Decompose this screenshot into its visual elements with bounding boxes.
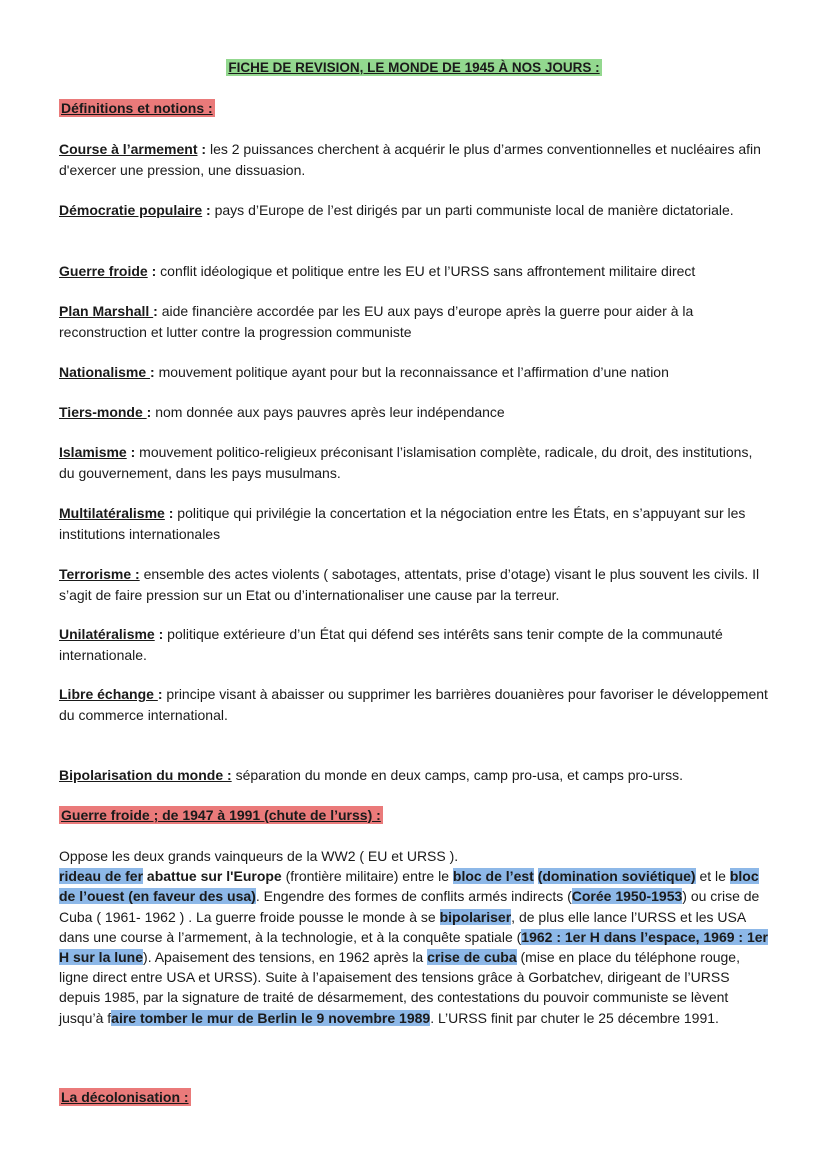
- section-guerre-froide-heading: Guerre froide ; de 1947 à 1991 (chute de l’urss) :: [61, 807, 381, 823]
- guerre-froide-paragraph: [59, 846, 771, 1028]
- definition-tiers-monde: Tiers-monde : nom donnée aux pays pauvres après leur indépendance: [59, 404, 505, 420]
- highlight-rideau-de-fer: rideau de fer: [59, 868, 144, 885]
- definition-bipolarisation: Bipolarisation du monde : séparation du monde en deux camps, camp pro-usa, et camps pro-urss.: [59, 767, 684, 783]
- definition-unilateralisme: Unilatéralisme : politique extérieure d’un État qui défend ses intérêts sans tenir compte de la communauté internationale.: [59, 626, 723, 663]
- highlight-bipolariser: bipolariser: [439, 908, 512, 925]
- definition-guerre-froide: Guerre froide : conflit idéologique et politique entre les EU et l’URSS sans affrontement militaire direct: [59, 263, 696, 279]
- definition-terrorisme: Terrorisme : ensemble des actes violents ( sabotages, attentats, prise d’otage) visant le plus souvent les civils. Il s’agit de faire pression sur un Etat ou d’internationaliser une cause par la terreur.: [59, 566, 760, 603]
- document-title: FICHE DE REVISION, LE MONDE DE 1945 À NOS JOURS :: [228, 60, 600, 75]
- highlight-domination-sovietique: (domination soviétique): [537, 868, 696, 885]
- definition-plan-marshall: Plan Marshall : aide financière accordée par les EU aux pays d’europe après la guerre pour aider à la reconstruction et lutter contre la progression communiste: [59, 303, 694, 340]
- section-decolonisation-heading: La décolonisation :: [61, 1089, 189, 1105]
- definition-course-armement: Course à l’armement : les 2 puissances cherchent à acquérir le plus d’armes conventionnelles et nucléaires afin d'exercer une pression, une dissuasion.: [59, 141, 761, 178]
- highlight-mur-berlin: aire tomber le mur de Berlin le 9 novembre 1989: [111, 1009, 431, 1026]
- highlight-bloc-est: bloc de l’est: [452, 868, 534, 885]
- definition-multilateralisme: Multilatéralisme : politique qui privilégie la concertation et la négociation entre les États, en s’appuyant sur les institutions internationales: [59, 505, 746, 542]
- section-definitions-heading: Définitions et notions :: [61, 100, 213, 116]
- highlight-bloc-ouest: bloc de l’ouest (en faveur des usa): [59, 868, 759, 905]
- paragraph-body: rideau de fer abattue sur l'Europe (frontière militaire) entre le bloc de l’est (domination soviétique) et le bloc de l’ouest (en faveur des usa). Engendre des formes de conflits armés indirects (Corée 1950-1953) ou crise de Cuba ( 1961- 1962 ) . La guerre froide pousse le monde à se bipolariser, de plus elle lance l’URSS et les USA dans une course à l’armement, à la technologie, et à la conquête spatiale (1962 : 1er H dans l’espace, 1969 : 1er H sur la lune). Apaisement des tensions, en 1962 après la crise de cuba (mise en place du téléphone rouge, ligne direct entre USA et URSS). Suite à l’apaisement des tensions grâce à Gorbatchev, dirigeant de l’URSS depuis 1985, par la signature de traité de désarmement, des contestations du pouvoir communiste se lèvent jusqu’à faire tomber le mur de Berlin le 9 novembre 1989. L’URSS finit par chuter le 25 décembre 1991.: [59, 868, 769, 1026]
- highlight-conquete-spatiale: 1962 : 1er H dans l’espace, 1969 : 1er H sur la lune: [59, 928, 769, 966]
- definition-nationalisme: Nationalisme : mouvement politique ayant pour but la reconnaissance et l’affirmation d’une nation: [59, 364, 669, 380]
- definition-libre-echange: Libre échange : principe visant à abaisser ou supprimer les barrières douanières pour favoriser le développement du commerce international.: [59, 686, 768, 723]
- highlight-coree: Corée 1950-1953: [571, 888, 683, 905]
- highlight-crise-cuba: crise de cuba: [427, 949, 517, 966]
- definition-islamisme: Islamisme : mouvement politico-religieux préconisant l’islamisation complète, radicale, du droit, des institutions, du gouvernement, dans les pays musulmans.: [59, 444, 753, 481]
- definition-democratie-populaire: Démocratie populaire : pays d’Europe de l’est dirigés par un parti communiste local de manière dictatoriale.: [59, 202, 734, 218]
- paragraph-first-line: Oppose les deux grands vainqueurs de la WW2 ( EU et URSS ).: [59, 848, 459, 864]
